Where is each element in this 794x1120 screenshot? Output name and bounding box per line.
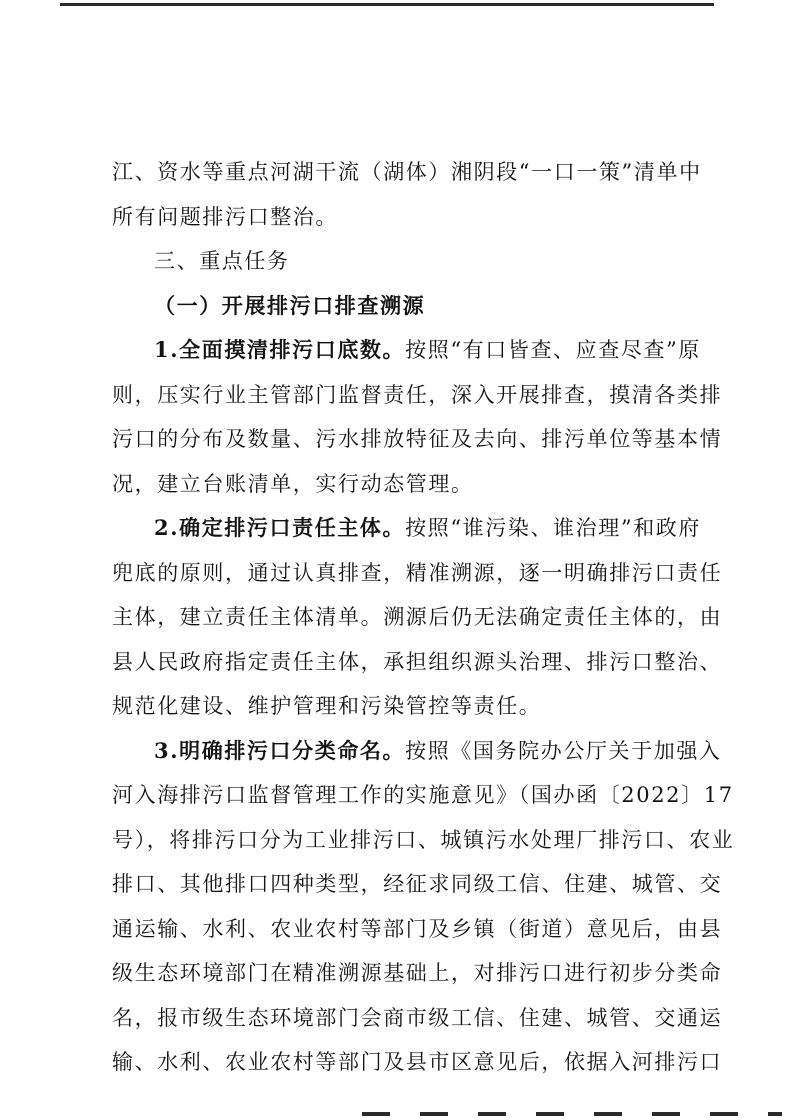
text-line: 污口的分布及数量、污水排放特征及去向、排污单位等基本情 xyxy=(112,427,723,451)
text-line: 名，报市级生态环境部门会商市级工信、住建、城管、交通运 xyxy=(112,1005,723,1030)
section-heading: 三、重点任务 xyxy=(154,249,290,273)
paragraph-title: 2.确定排污口责任主体。 xyxy=(154,515,406,540)
paragraph-first-line xyxy=(112,506,701,551)
paragraph-title: 1.全面摸清排污口底数。 xyxy=(154,337,406,362)
subsection-heading: （一）开展排污口排查溯源 xyxy=(154,292,426,318)
text-line: 则，压实行业主管部门监督责任，深入开展排查，摸清各类排 xyxy=(112,382,723,407)
paragraph-lead: 按照“谁污染、谁治理”和政府 xyxy=(405,516,701,540)
scan-edge-top xyxy=(60,3,714,6)
scan-edge-bottom xyxy=(362,1112,782,1116)
text-line: 兜底的原则，通过认真排查，精准溯源，逐一明确排污口责任 xyxy=(112,560,723,585)
text-line: 主体，建立责任主体清单。溯源后仍无法确定责任主体的，由 xyxy=(112,605,723,629)
paragraph-first-line xyxy=(112,328,701,373)
text-line: 输、水利、农业农村等部门及县市区意见后，依据入河排污口 xyxy=(112,1050,723,1074)
text-line: 排口、其他排口四种类型，经征求同级工信、住建、城管、交 xyxy=(112,872,723,896)
paragraph-first-line xyxy=(112,729,722,774)
text-line: 号），将排污口分为工业排污口、城镇污水处理厂排污口、农业 xyxy=(112,827,735,852)
paragraph-lead: 按照《国务院办公厅关于加强入 xyxy=(405,738,722,763)
text-line: 所有问题排污口整治。 xyxy=(112,204,338,229)
paragraph-title: 3.明确排污口分类命名。 xyxy=(154,737,406,763)
document-body xyxy=(112,150,735,1085)
text-line: 河入海排污口监督管理工作的实施意见》（国办函〔2022〕17 xyxy=(112,783,734,807)
text-line: 规范化建设、维护管理和污染管控等责任。 xyxy=(112,694,542,718)
text-line: 县人民政府指定责任主体，承担组织源头治理、排污口整治、 xyxy=(112,649,723,674)
text-line: 况，建立台账清单，实行动态管理。 xyxy=(112,471,474,496)
text-line: 级生态环境部门在精准溯源基础上，对排污口进行初步分类命 xyxy=(112,961,723,985)
text-line: 通运输、水利、农业农村等部门及乡镇（街道）意见后，由县 xyxy=(112,916,723,941)
text-line: 江、资水等重点河湖干流（湖体）湘阴段“一口一策”清单中 xyxy=(112,160,702,184)
paragraph-lead: 按照“有口皆查、应查尽查”原 xyxy=(405,338,701,362)
